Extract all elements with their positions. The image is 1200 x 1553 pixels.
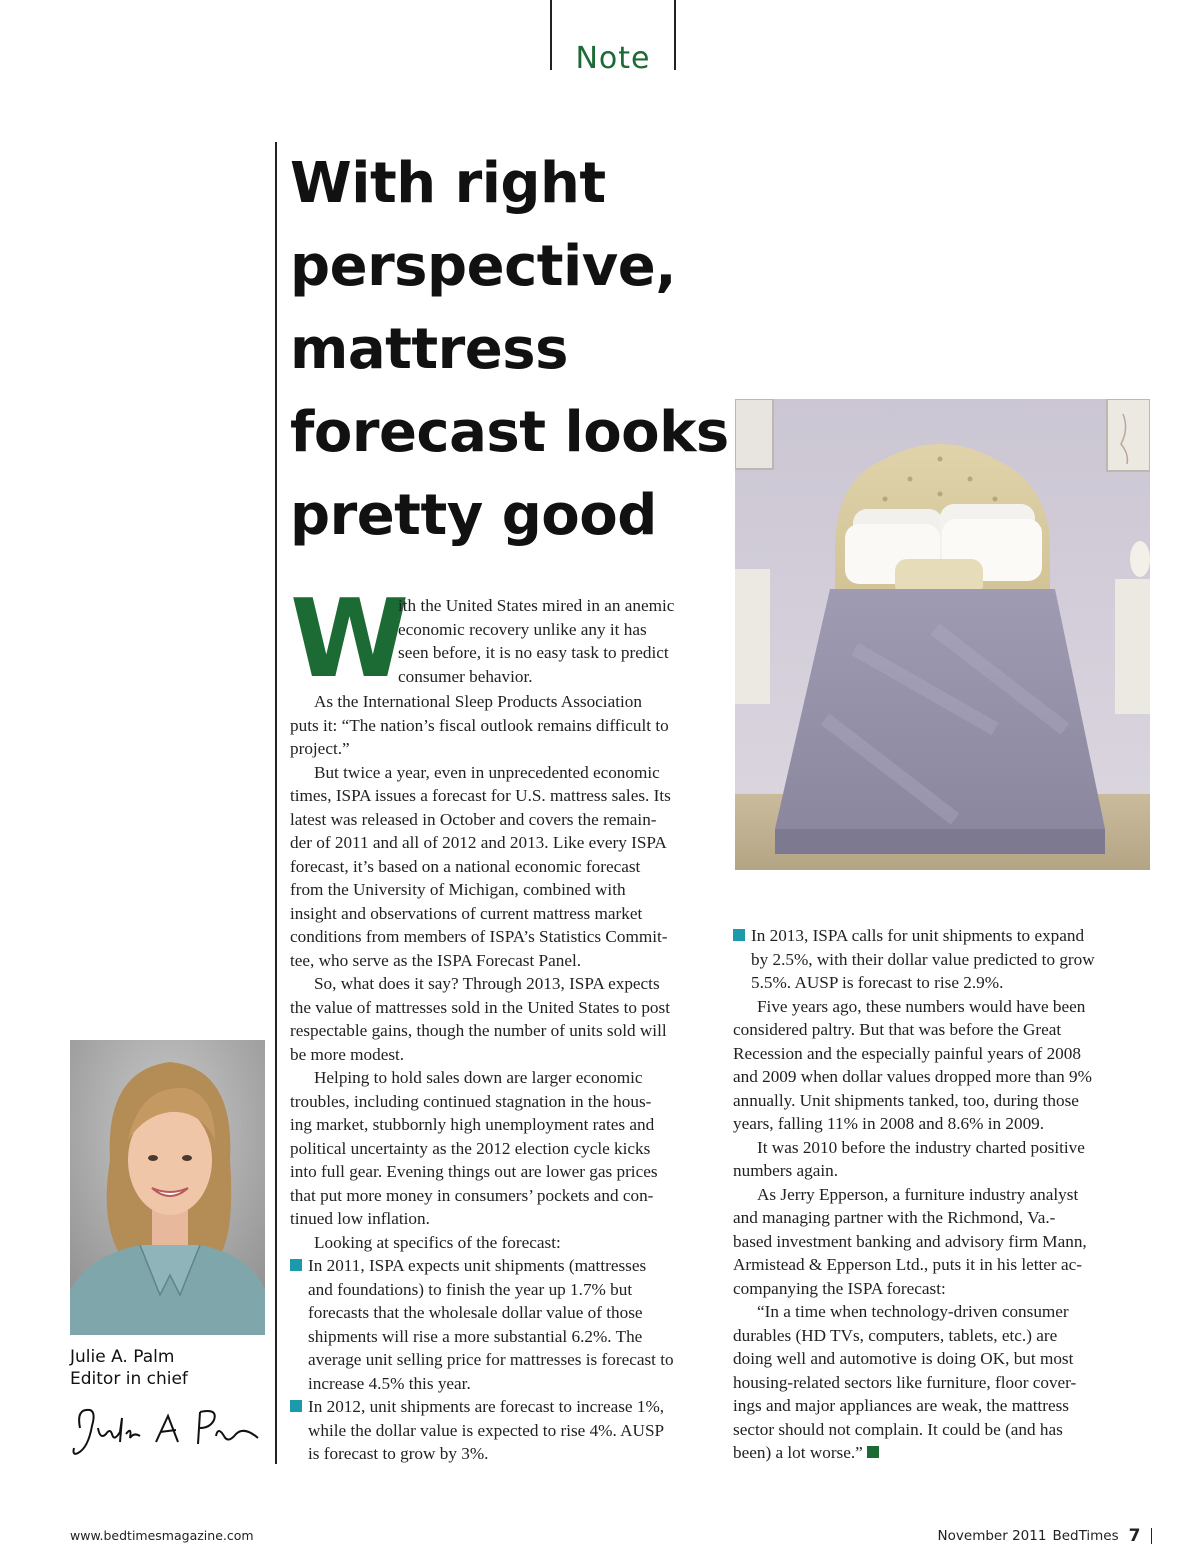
text-line: project.” [290, 739, 350, 758]
footer-publication: BedTimes [1052, 1528, 1119, 1544]
text-line: Armistead & Epperson Ltd., puts it in his letter ac- [733, 1255, 1082, 1274]
text-line: seen before, it is no easy task to predict [398, 643, 669, 662]
text-line: ith the United States mired in an anemic [398, 596, 675, 615]
text-line: from the University of Michigan, combined with [290, 880, 626, 899]
article-column-left [290, 577, 715, 1466]
bullet-icon [733, 929, 745, 941]
text-line: based investment banking and advisory firm Mann, [733, 1231, 1087, 1251]
section-label: Note [575, 41, 651, 76]
author-signature [68, 1398, 268, 1464]
drop-cap: W [290, 577, 406, 702]
headline-line: perspective, [290, 234, 676, 299]
text-line: doing well and automotive is doing OK, but most [733, 1349, 1074, 1368]
text-line: tinued low inflation. [290, 1209, 430, 1228]
text-line: It was 2010 before the industry charted positive [757, 1137, 1085, 1157]
headline-line: forecast looks [290, 400, 729, 465]
end-mark-icon [867, 1446, 879, 1458]
text-line: annually. Unit shipments tanked, too, during those [733, 1090, 1079, 1110]
text-line: In 2013, ISPA calls for unit shipments to expand [751, 926, 1085, 945]
text-line: ings and major appliances are weak, the mattress [733, 1396, 1069, 1415]
text-line: and 2009 when dollar values dropped more than 9% [733, 1067, 1092, 1086]
text-line: insight and observations of current mattress market [290, 903, 643, 923]
text-line: shipments will rise a more substantial 6.2%. The [308, 1326, 643, 1346]
text-line: latest was released in October and covers the remain- [290, 809, 657, 829]
text-line: sector should not complain. It could be (and has [733, 1419, 1063, 1439]
headline [290, 142, 730, 557]
text-line: and managing partner with the Richmond, Va.- [733, 1208, 1056, 1227]
footer-website: www.bedtimesmagazine.com [70, 1528, 254, 1543]
text-line: the value of mattresses sold in the United States to post [290, 997, 670, 1017]
text-line: times, ISPA issues a forecast for U.S. mattress sales. Its [290, 786, 671, 805]
text-line: troubles, including continued stagnation in the hous- [290, 1091, 652, 1111]
text-line: respectable gains, though the number of units sold will [290, 1021, 667, 1040]
text-line: average unit selling price for mattresses is forecast to [308, 1350, 674, 1369]
author-name: Julie A. Palm [70, 1347, 175, 1367]
author-portrait [70, 1040, 265, 1335]
text-line: Helping to hold sales down are larger economic [314, 1068, 643, 1087]
article-column-right [733, 924, 1153, 1465]
text-line: der of 2011 and all of 2012 and 2013. Like every ISPA [290, 833, 667, 852]
footer-folio [938, 1526, 1152, 1546]
bullet-icon [290, 1400, 302, 1412]
text-line: As the International Sleep Products Association [314, 692, 642, 711]
text-line: be more modest. [290, 1044, 405, 1064]
text-line: 5.5%. AUSP is forecast to rise 2.9%. [751, 973, 1004, 992]
section-tab [550, 0, 676, 76]
text-line: durables (HD TVs, computers, tablets, etc.) are [733, 1325, 1058, 1345]
text-line: while the dollar value is expected to rise 4%. AUSP [308, 1420, 665, 1440]
text-line: Recession and the especially painful years of 2008 [733, 1043, 1081, 1063]
text-line: and foundations) to finish the year up 1.7% but [308, 1279, 633, 1299]
text-line: Five years ago, these numbers would have been [757, 996, 1086, 1016]
text-line: companying the ISPA forecast: [733, 1278, 946, 1298]
text-line: tee, who serve as the ISPA Forecast Panel. [290, 950, 582, 970]
text-line: “In a time when technology-driven consumer [757, 1302, 1069, 1321]
page-number: 7 [1128, 1526, 1141, 1546]
text-line: political uncertainty as the 2012 election cycle kicks [290, 1138, 651, 1158]
text-line: forecasts that the wholesale dollar value of those [308, 1303, 643, 1322]
headline-line: With right [290, 151, 606, 216]
text-line: forecast, it’s based on a national economic forecast [290, 856, 641, 876]
text-line: is forecast to grow by 3%. [308, 1444, 489, 1463]
author-byline [70, 1346, 188, 1390]
author-title: Editor in chief [70, 1369, 188, 1389]
text-line: by 2.5%, with their dollar value predicted to grow [751, 949, 1095, 969]
headline-line: mattress [290, 317, 568, 382]
text-line: But twice a year, even in unprecedented economic [314, 762, 660, 782]
text-line: ing market, stubbornly high unemployment rates and [290, 1115, 655, 1134]
bullet-icon [290, 1259, 302, 1271]
text-line: into full gear. Evening things out are lower gas prices [290, 1162, 658, 1181]
text-line: conditions from members of ISPA’s Statistics Commit- [290, 927, 668, 946]
text-line: So, what does it say? Through 2013, ISPA expects [314, 974, 660, 993]
folio-divider [1151, 1528, 1153, 1544]
column-rule [275, 142, 277, 1464]
text-line: In 2012, unit shipments are forecast to increase 1%, [308, 1397, 665, 1416]
text-line: Looking at specifics of the forecast: [314, 1232, 561, 1252]
text-line: considered paltry. But that was before the Great [733, 1020, 1062, 1039]
text-line: years, falling 11% in 2008 and 8.6% in 2009. [733, 1114, 1045, 1133]
text-line: increase 4.5% this year. [308, 1373, 471, 1393]
text-line: As Jerry Epperson, a furniture industry analyst [757, 1184, 1079, 1204]
text-line: numbers again. [733, 1161, 839, 1180]
text-line: consumer behavior. [398, 666, 533, 686]
text-line: that put more money in consumers’ pockets and con- [290, 1185, 654, 1205]
text-line: economic recovery unlike any it has [398, 619, 647, 639]
text-line: In 2011, ISPA expects unit shipments (mattresses [308, 1256, 647, 1275]
footer-issue: November 2011 [937, 1528, 1047, 1544]
headline-line: pretty good [290, 483, 657, 548]
bedroom-photo [735, 399, 1150, 870]
text-line: housing-related sectors like furniture, floor cover- [733, 1372, 1077, 1392]
text-line: puts it: “The nation’s fiscal outlook remains difficult to [290, 715, 669, 735]
text-line: been) a lot worse.” [733, 1443, 863, 1462]
